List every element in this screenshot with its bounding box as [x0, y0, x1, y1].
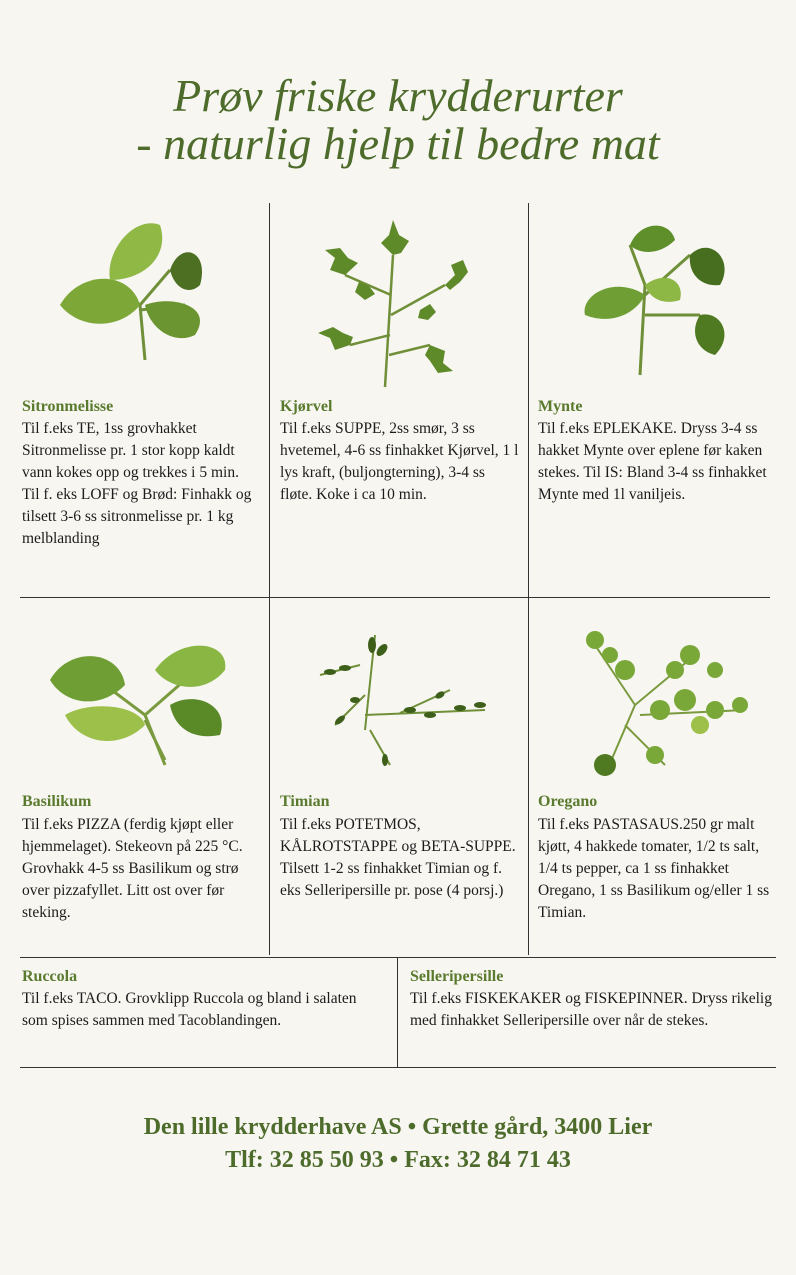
herb-desc: Til f.eks POTETMOS, KÅLROTSTAPPE og BETA-SUPPE. Tilsett 1-2 ss finhakket Timian og f. eks Selleripersille pr. pose (4 porsj.): [280, 816, 516, 899]
herb-name: Selleripersille: [410, 968, 504, 985]
herb-desc: Til f.eks EPLEKAKE. Dryss 3-4 ss hakket Mynte over eplene før kaken stekes. Til IS: Bland 3-4 ss finhakket Mynte med 1l vaniljeis.: [538, 420, 767, 503]
herb-name: Sitronmelisse: [22, 398, 114, 415]
divider-vertical-2: [528, 203, 529, 955]
thyme-icon: [310, 620, 490, 775]
herb-desc: Til f.eks FISKEKAKER og FISKEPINNER. Dryss rikelig med finhakket Selleripersille over når de stekes.: [410, 990, 772, 1029]
herb-desc: Til f.eks TACO. Grovklipp Ruccola og bland i salaten som spises sammen med Tacoblandingen.: [22, 990, 357, 1029]
company-address: Den lille krydderhave AS • Grette gård, 3400 Lier: [143, 1114, 653, 1140]
herb-name: Timian: [280, 793, 330, 810]
divider-horizontal-1: [20, 597, 770, 598]
lemon-balm-icon: [50, 210, 220, 365]
herb-name: Mynte: [538, 398, 583, 415]
mint-icon: [570, 215, 735, 380]
divider-horizontal-3: [20, 1067, 776, 1068]
divider-horizontal-2: [20, 957, 776, 958]
herb-name: Basilikum: [22, 793, 92, 810]
herb-desc: Til f.eks TE, 1ss grovhakket Sitronmelisse pr. 1 stor kopp kaldt vann kokes opp og trekkes i 5 min. Til f. eks LOFF og Brød: Finhakk og tilsett 3-6 ss sitronmelisse pr. 1 kg melblanding: [22, 420, 252, 547]
herb-name: Kjørvel: [280, 398, 333, 415]
basil-icon: [45, 630, 235, 770]
oregano-icon: [565, 615, 755, 785]
title-line-1: Prøv friske krydderurter: [173, 70, 623, 121]
divider-vertical-1: [269, 203, 270, 955]
title-line-2: - naturlig hjelp til bedre mat: [136, 118, 660, 169]
chervil-icon: [305, 215, 475, 390]
herb-name: Ruccola: [22, 968, 78, 985]
herb-name: Oregano: [538, 793, 598, 810]
herb-desc: Til f.eks PIZZA (ferdig kjøpt eller hjemmelaget). Stekeovn på 225 °C. Grovhakk 4-5 ss Basilikum og strø over pizzafyllet. Litt ost over før steking.: [22, 816, 243, 921]
herb-desc: Til f.eks SUPPE, 2ss smør, 3 ss hvetemel, 4-6 ss finhakket Kjørvel, 1 l lys kraft, (buljongterning), 3-4 ss fløte. Koke i ca 10 min.: [280, 420, 519, 503]
herb-desc: Til f.eks PASTASAUS.250 gr malt kjøtt, 4 hakkede tomater, 1/2 ts salt, 1/4 ts pepper, ca 1 ss finhakket Oregano, 1 ss Basilikum og/eller 1 ss Timian.: [538, 816, 770, 921]
divider-vertical-3: [397, 957, 398, 1067]
company-contact: Tlf: 32 85 50 93 • Fax: 32 84 71 43: [225, 1147, 571, 1173]
